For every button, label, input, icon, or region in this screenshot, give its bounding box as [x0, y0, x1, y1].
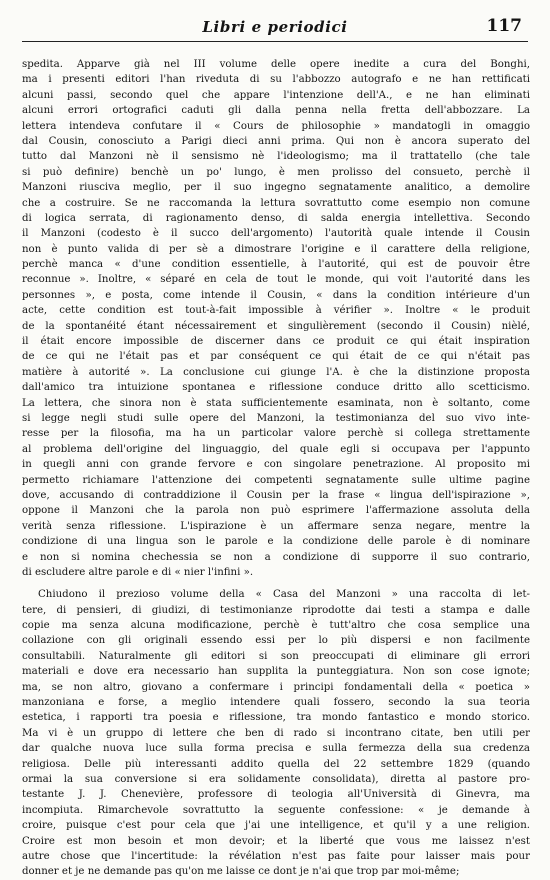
text-line: dove, accusando di contraddizione il Cousin per la frase « lingua dell'ispirazione »,	[22, 489, 530, 501]
text-line: dar qualche nuova luce sulla forma precisa e sulla fermezza della sua credenza	[22, 743, 530, 755]
text-line: permetto richiamare l'attenzione dei competenti segnatamente sulle ultime pagine	[22, 474, 530, 486]
text-line: donner et je ne demande pas qu'on me laisse ce dont je n'ai que trop par moi-même;	[22, 866, 460, 878]
running-header	[22, 14, 528, 44]
text-line: alcuni passi, secondo quel che appare l'intenzione dell'A., e ne han eliminati	[22, 89, 530, 101]
text-line: alcuni errori ortografici caduti gli dalla penna nella fretta dell'abbozzare. La	[22, 105, 530, 117]
text-line: consultabili. Naturalmente gli editori si son preoccupati di eliminare gli errori	[22, 650, 530, 662]
text-line: oppone il Manzoni che la parola non può esprimere l'affermazione assoluta della	[22, 505, 530, 517]
text-line: collazione con gli originali essendo essi per lo più dispersi e non facilmente	[22, 635, 530, 647]
text-line: Chiudono il prezioso volume della « Casa del Manzoni » una raccolta di let-	[38, 589, 530, 601]
text-line: ma i presenti editori l'han riveduta di su l'abbozzo autografo e ne han rettificati	[22, 74, 530, 86]
text-line: dal Cousin, conosciuto a Parigi dieci anni prima. Qui non è ancora superato del	[22, 135, 530, 147]
body-text	[22, 57, 530, 880]
header-rule	[22, 41, 528, 42]
text-line: testante J. J. Chenevière, professore di teologia all'Università di Ginevra, ma	[22, 789, 530, 801]
text-line: di logica serrata, di ragionamento denso, di salda energia intellettiva. Secondo	[22, 212, 530, 224]
text-line: al problema dell'origine del linguaggio, del quale egli si occupava per l'appunto	[22, 443, 530, 455]
text-line: che a costruire. Se ne raccomanda la lettura sovrattutto come esempio non comune	[22, 197, 530, 209]
text-line: in quegli anni con grande fervore e con singolare penetrazione. Al proposito mi	[22, 459, 530, 471]
text-line: ma, se non altro, giovano a confermare i principi fondamentali della « poetica »	[22, 681, 530, 693]
text-line: tere, di pensieri, di giudizi, di testimonianze riprodotte dai testi a stampa e dalle	[22, 604, 530, 616]
text-line: si legge negli studi sulle opere del Manzoni, la testimonianza del suo vivo inte-	[22, 412, 530, 424]
text-line: estetica, i rapporti tra poesia e riflessione, tra mondo fantastico e mondo storico.	[22, 712, 530, 724]
text-line: e non si nomina chechessia se non a condizione di supporre il suo contrario,	[22, 551, 530, 563]
page-number: 117	[486, 16, 522, 36]
text-line: lettera intendeva confutare il « Cours de philosophie » mandatogli in omaggio	[22, 120, 530, 132]
text-line: de ce qui ne l'était pas et par conséquent ce qui était de ce qui n'était pas	[22, 351, 530, 363]
text-line: manzoniana e forse, a meglio intendere quali fossero, secondo la sua teoria	[22, 697, 530, 709]
text-line: il Manzoni (codesto è il succo dell'argomento) l'autorità quale intende il Cousin	[22, 228, 530, 240]
text-line: religiosa. Delle più interessanti addito quella del 22 settembre 1829 (quando	[22, 758, 530, 770]
text-line: spedita. Apparve già nel III volume delle opere inedite a cura del Bonghi,	[22, 59, 530, 70]
text-line: incompiuta. Rimarchevole sovrattutto la seguente confessione: « je demande à	[22, 804, 530, 816]
paragraph-2	[22, 587, 530, 879]
text-line: Croire est mon besoin et mon devoir; et la liberté que vous me laissez n'est	[22, 835, 530, 847]
text-line: di escludere altre parole e di « nier l'infini ».	[22, 566, 254, 578]
text-line: materiali e dove era necessario han supplita la punteggiatura. Non son cose ignote;	[22, 666, 530, 678]
text-line: tutto dal Manzoni nè il sensismo nè l'ideologismo; ma il trattatello (che tale	[22, 151, 530, 163]
text-line: non è punto valida di per sè a dimostrare l'origine e il carattere della religione,	[22, 243, 530, 255]
running-title: Libri e periodici	[202, 18, 348, 36]
text-line: croire, puisque c'est pour cela que j'ai une intelligence, et qu'il y a une religion.	[22, 820, 530, 832]
text-line: si può definire) benchè un po' lungo, è men prolisso del consueto, perchè il	[22, 166, 530, 178]
text-line: copie ma senza alcuna modificazione, perchè è tutt'altro che cosa semplice una	[22, 620, 530, 632]
text-line: resse per la filosofia, ma ha un particolar valore perchè si collega strettamente	[22, 428, 530, 440]
text-line: personnes », e posta, come intende il Cousin, « dans la condition intérieure d'un	[22, 289, 530, 301]
text-line: ormai la sua conversione si era solidamente consolidata), diretta al pastore pro-	[22, 773, 530, 785]
text-line: matière à autorité ». La conclusione cui giunge l'A. è che la distinzione proposta	[22, 366, 530, 378]
text-line: dall'amico tra intuizione spontanea e riflessione conduce dritto allo scetticismo.	[22, 382, 530, 394]
paragraph-1	[22, 57, 530, 580]
text-line: de la spontanéité étant nécessairement et singulièrement (secondo il Cousin) nièlé,	[22, 320, 530, 332]
text-line: autre chose que l'incertitude: la révélation n'est pas faite pour laisser mais pour	[22, 850, 530, 862]
text-line: acte, cette condition est tout-à-fait impossible à vérifier ». Inoltre « le produit	[22, 305, 530, 317]
text-line: verità senza riflessione. L'ispirazione è un affermare senza negare, mentre la	[22, 520, 530, 532]
text-line: Manzoni riusciva meglio, per il suo ingegno segnatamente analitico, a demolire	[22, 182, 530, 194]
text-line: perchè manca « d'une condition essentielle, à l'autorité, qui est de pouvoir être	[22, 259, 530, 271]
text-line: reconnue ». Inoltre, « séparé en cela de tout le monde, qui voit l'autorité dans les	[22, 274, 530, 286]
text-line: La lettera, che sinora non è stata sufficientemente esaminata, non è soltanto, come	[22, 397, 530, 409]
text-line: condizione di una lingua son le parole e la condizione delle parole è di nominare	[22, 536, 530, 548]
text-line: il était encore impossible de discerner dans ce produit ce qui était inspiration	[22, 336, 530, 348]
text-line: Ma vi è un gruppo di lettere che ben di rado si incontrano citate, ben utili per	[22, 727, 530, 739]
